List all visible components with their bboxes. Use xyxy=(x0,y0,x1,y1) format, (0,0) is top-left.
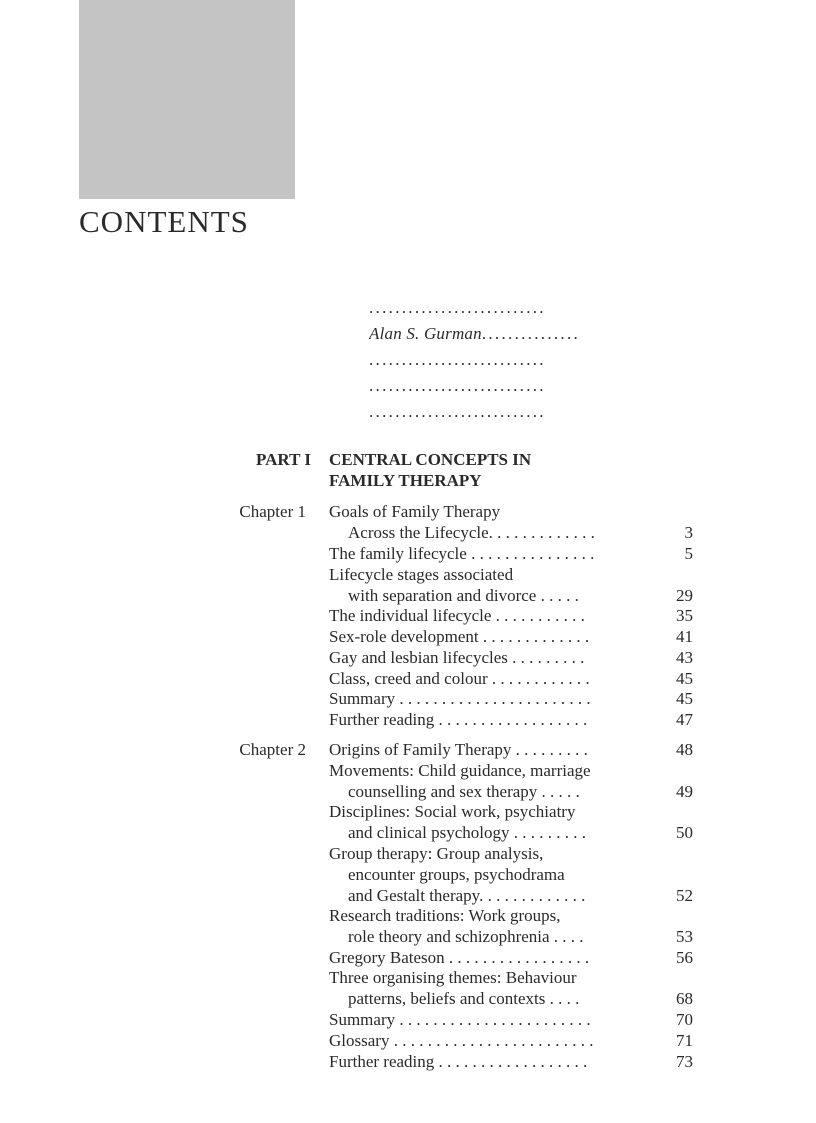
toc-entry-text[interactable]: Further reading . . . . . . . . . . . . . . . . . . xyxy=(329,710,588,729)
toc-entry-text[interactable]: Lifecycle stages associated xyxy=(329,565,514,584)
page-number: 45 xyxy=(676,669,693,688)
toc-entry-text[interactable]: with separation and divorce . . . . . xyxy=(348,586,579,605)
page-number: 68 xyxy=(676,989,693,1008)
leader-dots: ........................... xyxy=(369,350,546,369)
page-number: 5 xyxy=(684,544,693,563)
toc-entry-text[interactable]: The family lifecycle . . . . . . . . . . . . . . . xyxy=(329,544,595,563)
toc-entry-text[interactable]: counselling and sex therapy . . . . . xyxy=(348,782,580,801)
page-number: 47 xyxy=(676,710,693,729)
page-number: 45 xyxy=(676,689,693,708)
leader-dots xyxy=(369,323,635,345)
toc-entry-text[interactable]: Further reading . . . . . . . . . . . . . . . . . . xyxy=(329,1052,588,1071)
part-title xyxy=(329,449,629,491)
part-title-line: CENTRAL CONCEPTS IN xyxy=(329,450,532,469)
page-number: 52 xyxy=(676,886,693,905)
toc-entry-text[interactable]: Movements: Child guidance, marriage xyxy=(329,761,591,780)
toc-entry-text[interactable]: encounter groups, psychodrama xyxy=(348,865,565,884)
page-number: 41 xyxy=(676,627,693,646)
toc-entry-text[interactable]: Summary . . . . . . . . . . . . . . . . . . . . . . . xyxy=(329,1010,591,1029)
toc-entry-text[interactable]: Three organising themes: Behaviour xyxy=(329,968,577,987)
decorative-gray-block xyxy=(79,0,295,199)
toc-entry-text[interactable]: Summary . . . . . . . . . . . . . . . . . . . . . . . xyxy=(329,689,591,708)
page-number: 3 xyxy=(684,523,693,542)
toc-entry-text[interactable]: patterns, beliefs and contexts . . . . xyxy=(348,989,580,1008)
toc-entry-text[interactable]: Gay and lesbian lifecycles . . . . . . . . . xyxy=(329,648,585,667)
page-number: 49 xyxy=(676,782,693,801)
page-number: 70 xyxy=(676,1010,693,1029)
leader-dots: ............... xyxy=(481,324,581,343)
page-number: 35 xyxy=(676,606,693,625)
chapter-1-label: Chapter 1 xyxy=(239,502,306,521)
page-number: 53 xyxy=(676,927,693,946)
page-number: 29 xyxy=(676,586,693,605)
toc-entry-text[interactable]: Sex-role development . . . . . . . . . . . . . xyxy=(329,627,590,646)
page-number: 50 xyxy=(676,823,693,842)
toc-entry-text[interactable]: Across the Lifecycle. . . . . . . . . . . . . xyxy=(348,523,595,542)
toc-entry-text[interactable]: The individual lifecycle . . . . . . . . . . . xyxy=(329,606,585,625)
chapter-2-label: Chapter 2 xyxy=(239,740,306,759)
page-number: 73 xyxy=(676,1052,693,1071)
page-number: 71 xyxy=(676,1031,693,1050)
toc-entry-text[interactable]: role theory and schizophrenia . . . . xyxy=(348,927,584,946)
page-number: 43 xyxy=(676,648,693,667)
toc-entry-text[interactable]: and Gestalt therapy. . . . . . . . . . . . . xyxy=(348,886,586,905)
part-number: PART I xyxy=(256,450,311,469)
toc-entry-text[interactable]: Disciplines: Social work, psychiatry xyxy=(329,802,576,821)
toc-entry-text[interactable]: Glossary . . . . . . . . . . . . . . . . . . . . . . . . xyxy=(329,1031,594,1050)
page-number: 56 xyxy=(676,948,693,967)
toc-entry-text[interactable]: and clinical psychology . . . . . . . . . xyxy=(348,823,586,842)
leader-dots: ........................... xyxy=(369,298,546,317)
toc-entry-text[interactable]: Class, creed and colour . . . . . . . . . . . . xyxy=(329,669,590,688)
toc-entry-text[interactable]: Gregory Bateson . . . . . . . . . . . . . . . . . xyxy=(329,948,590,967)
leader-dots: ........................... xyxy=(369,402,546,421)
toc-entry-text[interactable]: Origins of Family Therapy . . . . . . . . . xyxy=(329,740,588,759)
toc-entry-text[interactable]: Research traditions: Work groups, xyxy=(329,906,561,925)
page-title: CONTENTS xyxy=(79,204,249,239)
foreword-author: Alan S. Gurman xyxy=(369,324,482,343)
toc-entry-text[interactable]: Goals of Family Therapy xyxy=(329,502,501,521)
part-title-line: FAMILY THERAPY xyxy=(329,471,482,490)
leader-dots: ........................... xyxy=(369,376,546,395)
page-number: 48 xyxy=(676,740,693,759)
toc-entry-text[interactable]: Group therapy: Group analysis, xyxy=(329,844,544,863)
